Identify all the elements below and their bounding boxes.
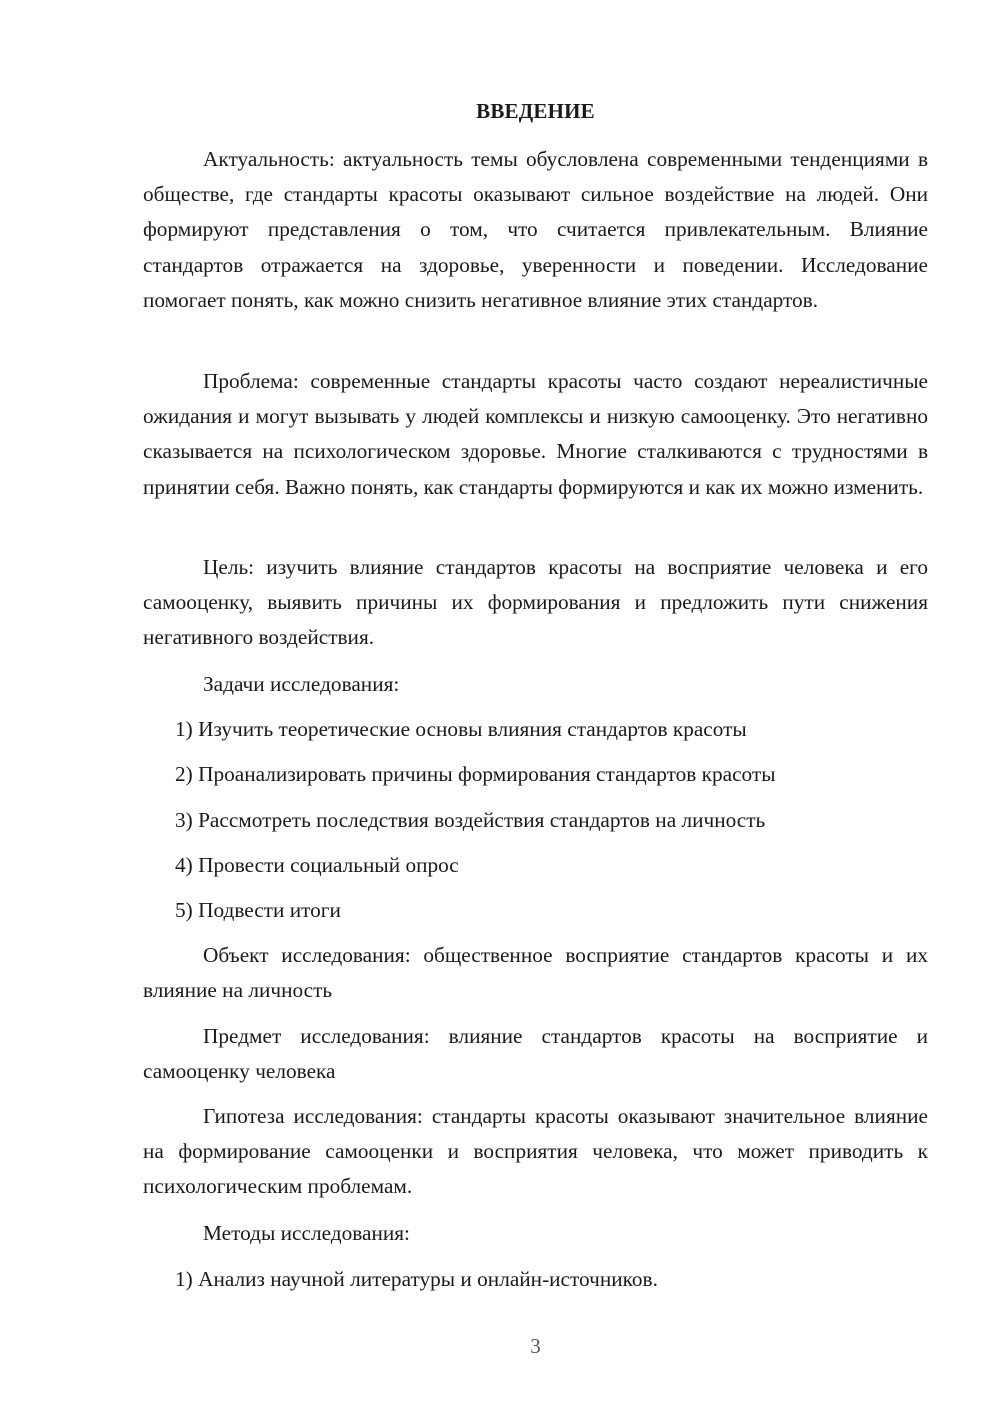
task-item-1: 1) Изучить теоретические основы влияния стандартов красоты: [175, 717, 747, 741]
task-item-4: 4) Провести социальный опрос: [175, 853, 459, 877]
paragraph-problem: Проблема: современные стандарты красоты часто создают нереалистичные ожидания и могут вызывать у людей комплексы и низкую самооценку. Это негативно сказывается на психологическом здоровье. Многие сталкиваются с трудностями в принятии себя. Важно понять, как стандарты формируются и как их можно изменить.: [143, 369, 928, 499]
paragraph-hypothesis: Гипотеза исследования: стандарты красоты оказывают значительное влияние на формирование самооценки и восприятия человека, что может приводить к психологическим проблемам.: [143, 1104, 928, 1199]
paragraph-object: Объект исследования: общественное восприятие стандартов красоты и их влияние на личность: [143, 943, 928, 1003]
paragraph-relevance: Актуальность: актуальность темы обусловлена современными тенденциями в обществе, где стандарты красоты оказывают сильное воздействие на людей. Они формируют представления о том, что считается привлекательным. Влияние стандартов отражается на здоровье, уверенности и поведении. Исследование помогает понять, как можно снизить негативное влияние этих стандартов.: [143, 147, 928, 312]
page-number: 3: [530, 1334, 541, 1358]
paragraph-goal: Цель: изучить влияние стандартов красоты на восприятие человека и его самооценку, выявить причины их формирования и предложить пути снижения негативного воздействия.: [143, 555, 928, 650]
page-title: ВВЕДЕНИЕ: [476, 99, 595, 123]
tasks-heading: Задачи исследования:: [203, 672, 400, 696]
methods-heading: Методы исследования:: [203, 1221, 410, 1245]
task-item-3: 3) Рассмотреть последствия воздействия стандартов на личность: [175, 808, 766, 832]
document-page: [143, 0, 928, 1414]
paragraph-subject: Предмет исследования: влияние стандартов красоты на восприятие и самооценку человека: [143, 1024, 928, 1084]
task-item-2: 2) Проанализировать причины формирования стандартов красоты: [175, 762, 776, 786]
task-item-5: 5) Подвести итоги: [175, 898, 341, 922]
method-item-1: 1) Анализ научной литературы и онлайн-источников.: [175, 1267, 658, 1291]
